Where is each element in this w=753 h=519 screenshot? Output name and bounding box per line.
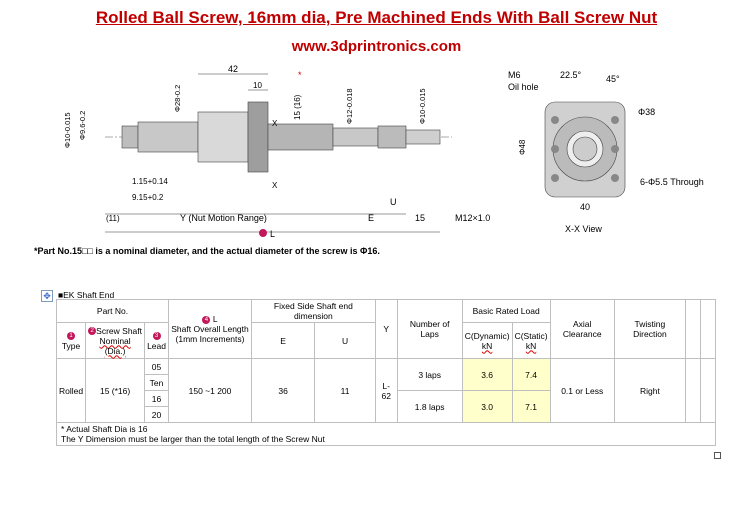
left-shaft bbox=[138, 122, 198, 152]
cell-u: 11 bbox=[315, 359, 376, 423]
th-u: U bbox=[315, 323, 376, 359]
dim-11: (11) bbox=[106, 214, 120, 223]
cell-e: 36 bbox=[252, 359, 315, 423]
dia-28: Φ28-0.2 bbox=[173, 84, 182, 112]
th-lead: 3 Lead bbox=[145, 323, 169, 359]
cell-lead: 05 bbox=[145, 359, 169, 375]
dim-10: 10 bbox=[253, 81, 262, 90]
y-range-label: Y (Nut Motion Range) bbox=[180, 213, 267, 223]
th-fixed-side: Fixed Side Shaft end dimension bbox=[252, 300, 376, 323]
cell-type: Rolled bbox=[57, 359, 86, 423]
th-laps: Number of Laps bbox=[397, 300, 462, 359]
shaft-step bbox=[333, 128, 378, 146]
cell-length: 150 ~1 200 bbox=[169, 359, 252, 423]
thread-label: M12×1.0 bbox=[455, 213, 491, 223]
cell-laps: 3 laps bbox=[397, 359, 462, 391]
th-axial: Axial Clearance bbox=[550, 300, 614, 359]
cell-lead: Ten bbox=[145, 375, 169, 391]
dim-1-15: 1.15+0.14 bbox=[132, 177, 168, 186]
oil-hole-label: Oil hole bbox=[508, 82, 539, 92]
e-label: E bbox=[368, 213, 375, 223]
thread-end bbox=[378, 126, 406, 148]
dia-12: Φ12-0.018 bbox=[345, 88, 354, 124]
th-c-dyn: C(Dynamic) kN bbox=[462, 323, 512, 359]
m6-label: M6 bbox=[508, 70, 521, 80]
dia-9-6: Φ9.6-0.2 bbox=[78, 110, 87, 140]
angle-22-5: 22.5° bbox=[560, 70, 582, 80]
dia-38: Φ38 bbox=[638, 107, 656, 117]
th-twist: Twisting Direction bbox=[614, 300, 685, 359]
th-part-no: Part No. bbox=[57, 300, 169, 323]
th-screw-shaft: 2 Screw Shaft Nominal (Dia.) bbox=[86, 323, 145, 359]
table-caption: ■EK Shaft End bbox=[58, 290, 115, 300]
x-mark-bottom: X bbox=[272, 181, 278, 190]
cell-direction: Right bbox=[614, 359, 685, 423]
th-e: E bbox=[252, 323, 315, 359]
cell-nominal: 15 (*16) bbox=[86, 359, 145, 423]
cell-lead: 20 bbox=[145, 407, 169, 423]
cell-stat: 7.1 bbox=[512, 391, 550, 423]
th-c-stat: C(Static) kN bbox=[512, 323, 550, 359]
screw-shaft bbox=[268, 124, 333, 150]
dim-15: 15 bbox=[415, 213, 426, 223]
diameter-note: *Part No.15□□ is a nominal diameter, and the actual diameter of the screw is Φ16. bbox=[34, 246, 380, 256]
th-length: 4 L Shaft Overall Length (1mm Increments) bbox=[169, 300, 252, 359]
page-title: Rolled Ball Screw, 16mm dia, Pre Machined Ends With Ball Screw Nut bbox=[95, 8, 658, 27]
table-move-icon[interactable]: ✥ bbox=[41, 290, 53, 302]
spec-table bbox=[56, 299, 716, 446]
cell-dyn: 3.6 bbox=[462, 359, 512, 391]
dim-42: 42 bbox=[228, 64, 239, 74]
th-basic-load: Basic Rated Load bbox=[462, 300, 550, 323]
dia-10-right: Φ10-0.015 bbox=[418, 88, 427, 124]
dia-48: Φ48 bbox=[518, 139, 527, 155]
footnote-1: * Actual Shaft Dia is 16 bbox=[61, 424, 148, 434]
th-y: Y bbox=[375, 300, 397, 359]
dim-15-16: 15 (16) bbox=[293, 94, 302, 120]
website-url: www.3dprintronics.com bbox=[291, 38, 462, 55]
star-mark: * bbox=[298, 70, 302, 80]
footnote-2: The Y Dimension must be larger than the total length of the Screw Nut bbox=[61, 434, 325, 444]
cell-dyn: 3.0 bbox=[462, 391, 512, 423]
l-label: L bbox=[270, 229, 276, 239]
u-label: U bbox=[390, 197, 397, 207]
nut-flange bbox=[248, 102, 268, 172]
cell-laps: 1.8 laps bbox=[397, 391, 462, 423]
cell-stat: 7.4 bbox=[512, 359, 550, 391]
dim-9-15: 9.15+0.2 bbox=[132, 193, 164, 202]
dia-10-left: Φ10-0.015 bbox=[63, 112, 72, 148]
cell-y: L-62 bbox=[375, 359, 397, 423]
technical-drawing bbox=[0, 60, 753, 245]
angle-45: 45° bbox=[606, 74, 620, 84]
left-journal bbox=[122, 126, 138, 148]
right-journal bbox=[406, 130, 440, 144]
nut-body bbox=[198, 112, 248, 162]
table-footnotes bbox=[57, 423, 716, 446]
th-type: 1 Type bbox=[57, 323, 86, 359]
table-resize-handle[interactable] bbox=[714, 452, 721, 459]
view-label: X-X View bbox=[565, 224, 602, 234]
through-label: 6-Φ5.5 Through bbox=[640, 177, 704, 187]
x-mark-top: X bbox=[272, 119, 278, 128]
cell-clearance: 0.1 or Less bbox=[550, 359, 614, 423]
dim-40: 40 bbox=[580, 202, 591, 212]
cell-lead: 16 bbox=[145, 391, 169, 407]
